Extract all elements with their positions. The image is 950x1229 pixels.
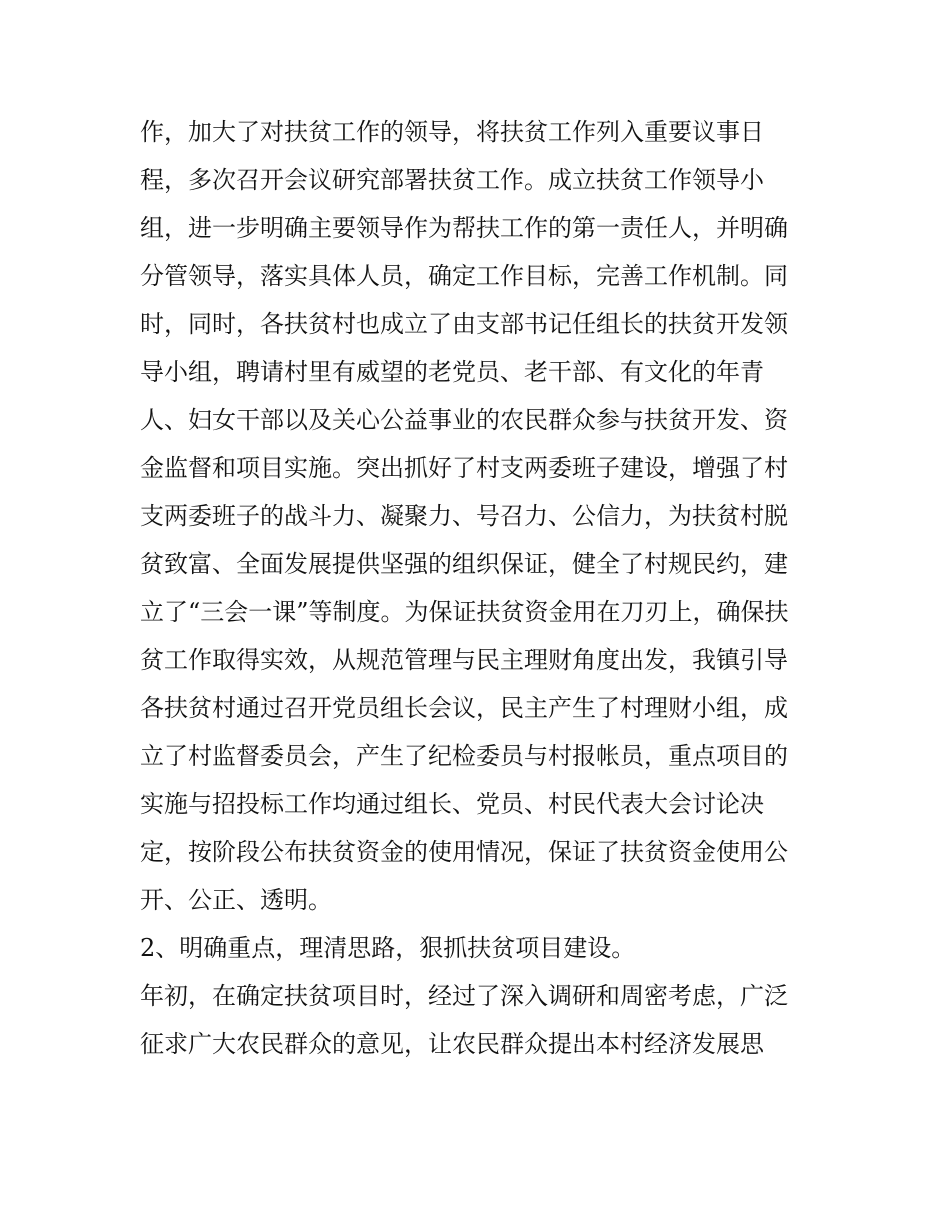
paragraph-line: 金监督和项目实施。突出抓好了村支两委班子建设，增强了村 xyxy=(140,454,788,482)
paragraph-line: 实施与招投标工作均通过组长、党员、村民代表大会讨论决 xyxy=(140,790,764,818)
paragraph-line: 各扶贫村通过召开党员组长会议，民主产生了村理财小组，成 xyxy=(140,694,788,722)
paragraph-line: 征求广大农民群众的意见，让农民群众提出本村经济发展思 xyxy=(140,1030,764,1058)
paragraph-line: 支两委班子的战斗力、凝聚力、号召力、公信力，为扶贫村脱 xyxy=(140,502,788,530)
document-body xyxy=(140,108,820,1068)
paragraph-line: 立了“三会一课”等制度。为保证扶贫资金用在刀刃上，确保扶 xyxy=(140,598,789,626)
paragraph-line: 贫工作取得实效，从规范管理与民主理财角度出发，我镇引导 xyxy=(140,646,788,674)
paragraph-line: 导小组，聘请村里有威望的老党员、老干部、有文化的年青 xyxy=(140,358,764,386)
paragraph-line: 立了村监督委员会，产生了纪检委员与村报帐员，重点项目的 xyxy=(140,742,788,770)
paragraph-line: 时，同时，各扶贫村也成立了由支部书记任组长的扶贫开发领 xyxy=(140,310,788,338)
section-heading: 2、明确重点，理清思路，狠抓扶贫项目建设。 xyxy=(140,934,636,962)
paragraph-line: 贫致富、全面发展提供坚强的组织保证，健全了村规民约，建 xyxy=(140,550,788,578)
paragraph-line: 分管领导，落实具体人员，确定工作目标，完善工作机制。同 xyxy=(140,262,788,290)
paragraph-line: 组，进一步明确主要领导作为帮扶工作的第一责任人，并明确 xyxy=(140,214,788,242)
paragraph-line: 年初，在确定扶贫项目时，经过了深入调研和周密考虑，广泛 xyxy=(140,982,788,1010)
paragraph-line: 人、妇女干部以及关心公益事业的农民群众参与扶贫开发、资 xyxy=(140,406,788,434)
paragraph-line: 开、公正、透明。 xyxy=(140,886,332,914)
paragraph-line: 作，加大了对扶贫工作的领导，将扶贫工作列入重要议事日 xyxy=(140,118,764,146)
paragraph-line: 程，多次召开会议研究部署扶贫工作。成立扶贫工作领导小 xyxy=(140,166,764,194)
paragraph-line: 定，按阶段公布扶贫资金的使用情况，保证了扶贫资金使用公 xyxy=(140,838,788,866)
